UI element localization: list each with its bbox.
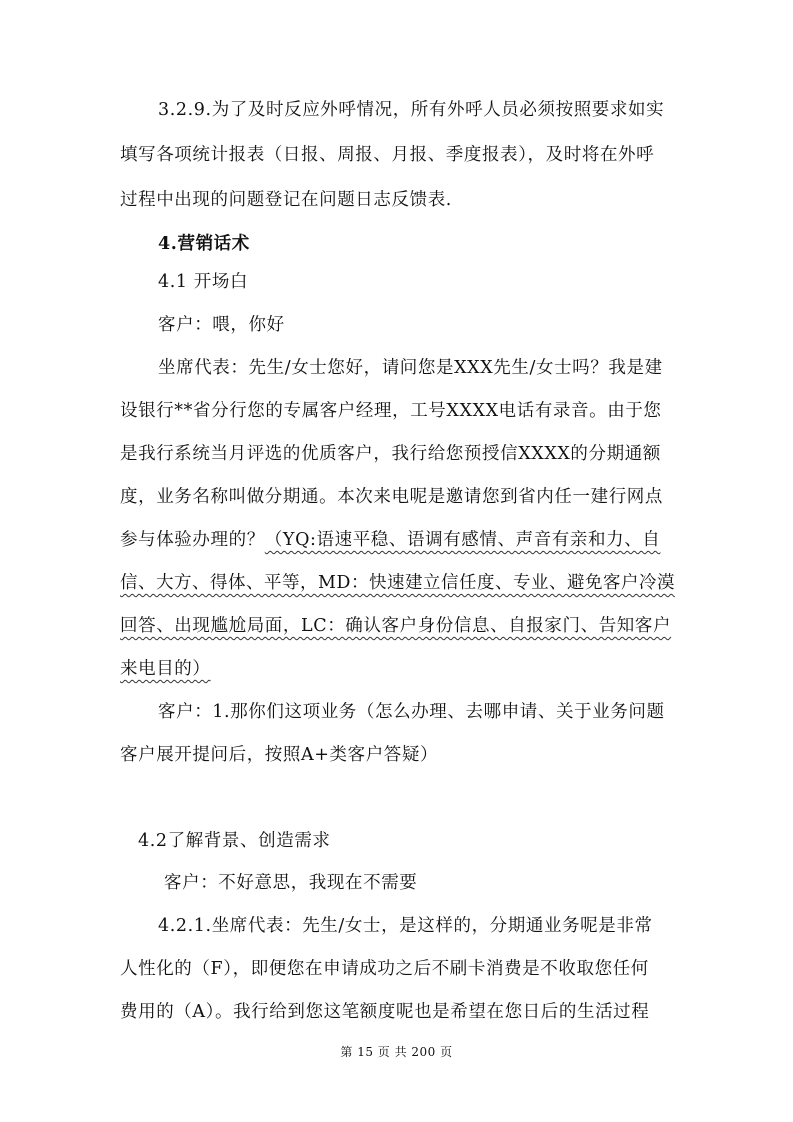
paragraph-line: 过程中出现的问题登记在问题日志反馈表. xyxy=(120,190,452,210)
paragraph-text: 参与体验办理的？ xyxy=(120,530,265,550)
annotation-note: 回答、出现尴尬局面，LC：确认客户身份信息、自报家门、告知客户 xyxy=(120,616,672,636)
dialogue-line: 4.2.1.坐席代表：先生/女士，是这样的，分期通业务呢是非常 xyxy=(158,916,653,936)
dialogue-line: 客户：1.那你们这项业务（怎么办理、去哪申请、关于业务问题 xyxy=(158,702,665,722)
paragraph-line: 人性化的（F），即便您在申请成功之后不刷卡消费是不收取您任何 xyxy=(120,959,649,979)
paragraph-line: 填写各项统计报表（日报、周报、月报、季度报表），及时将在外呼 xyxy=(120,145,655,165)
annotation-note: 信、大方、得体、平等，MD：快速建立信任度、专业、避免客户冷漠 xyxy=(120,573,675,593)
paragraph-line: 客户展开提问后，按照A+类客户答疑） xyxy=(120,745,439,765)
subsection-heading: 4.2了解背景、创造需求 xyxy=(138,831,331,851)
subsection-heading: 4.1 开场白 xyxy=(158,272,249,292)
section-heading: 4.营销话术 xyxy=(158,234,250,254)
paragraph-line: 设银行**省分行您的专属客户经理，工号XXXX电话有录音。由于您 xyxy=(120,401,662,421)
dialogue-line: 客户：喂，你好 xyxy=(158,315,285,335)
dialogue-line: 客户：不好意思，我现在不需要 xyxy=(164,873,418,893)
paragraph-line: 度，业务名称叫做分期通。本次来电呢是邀请您到省内任一建行网点 xyxy=(120,487,663,507)
paragraph-line: 是我行系统当月评选的优质客户，我行给您预授信XXXX的分期通额 xyxy=(120,444,661,464)
paragraph-line: 3.2.9.为了及时反应外呼情况，所有外呼人员必须按照要求如实 xyxy=(158,100,665,120)
annotation-note: 来电目的） xyxy=(120,659,211,679)
paragraph-line xyxy=(120,528,660,552)
dialogue-line: 坐席代表：先生/女士您好，请问您是XXX先生/女士吗？我是建 xyxy=(158,358,663,378)
paragraph-line: 费用的（A）。我行给到您这笔额度呢也是希望在您日后的生活过程 xyxy=(120,1002,650,1022)
annotation-note: （YQ:语速平稳、语调有感情、声音有亲和力、自 xyxy=(264,530,661,550)
page-number: 第 15 页 共 200 页 xyxy=(340,1045,453,1059)
